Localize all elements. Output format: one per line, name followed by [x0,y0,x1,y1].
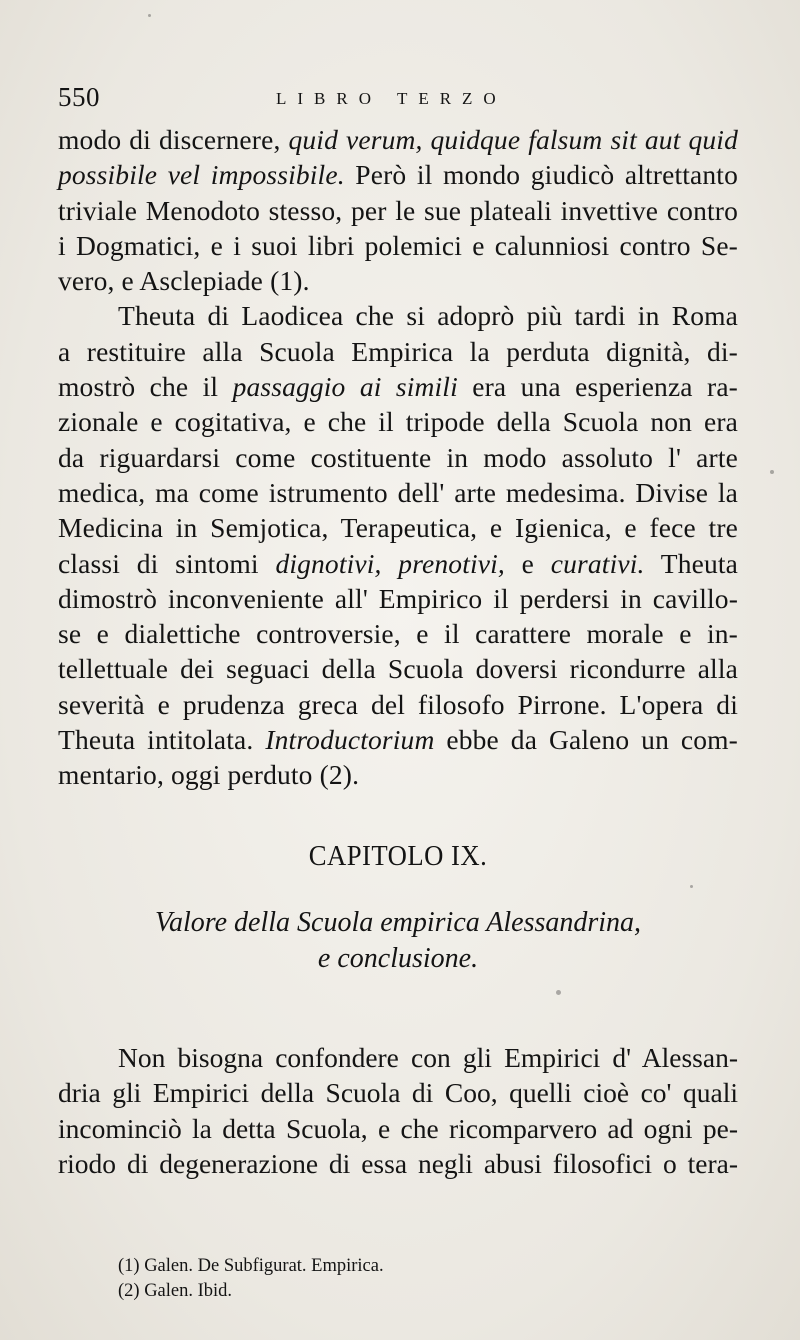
text-line: incominciò la detta Scuola, e che ricomparvero ad ogni pe- [58,1112,738,1144]
text-line: dria gli Empirici della Scuola di Coo, quelli cioè co' quali [58,1077,738,1109]
text-line: dimostrò inconveniente all' Empirico il perdersi in cavillo- [58,582,738,614]
text-line: se e dialettiche controversie, e il carattere morale e in- [58,618,738,650]
running-title: LIBRO TERZO [276,89,507,108]
text-line: triviale Menodoto stesso, per le sue plateali invettive contro [58,194,738,226]
text-line: medica, ma come istrumento dell' arte medesima. Divise la [58,476,738,508]
text-line: zionale e cogitativa, e che il tripode della Scuola non era [58,406,738,438]
text-line: da riguardarsi come costituente in modo assoluto l' arte [58,441,738,473]
text-line: vero, e Asclepiade (1). [58,265,310,297]
text-line: Medicina in Semjotica, Terapeutica, e Igienica, e fece tre [58,512,738,544]
page-header [58,82,738,122]
text-line: mostrò che il passaggio ai simili era una esperienza ra- [58,371,738,403]
text-line: riodo di degenerazione di essa negli abusi filosofici o tera- [58,1147,738,1179]
text-line: possibile vel impossibile. Però il mondo giudicò altrettanto [58,159,738,191]
chapter-heading: CAPITOLO IX. [308,840,488,872]
text-line: mentario, oggi perduto (2). [58,759,360,791]
text-line: Non bisogna confondere con gli Empirici d' Alessan- [118,1042,738,1073]
chapter-subtitle [58,905,738,977]
footnotes [118,1254,718,1304]
page-number: 550 [58,82,100,112]
paper-speck [690,885,693,888]
chapter-subtitle-line: Valore della Scuola empirica Alessandrina, [154,907,642,938]
text-line: tellettuale dei seguaci della Scuola doversi ricondurre alla [58,653,738,685]
footnote: (2) Galen. Ibid. [118,1281,233,1301]
text-line: severità e prudenza greca del filosofo Pirrone. L'opera di [58,688,738,720]
paper-speck [770,470,774,474]
paper-speck [556,990,561,995]
footnote: (1) Galen. De Subfigurat. Empirica. [118,1256,384,1276]
chapter-text [58,1040,738,1181]
text-line: Theuta di Laodicea che si adoprò più tardi in Roma [118,300,738,332]
text-line: a restituire alla Scuola Empirica la perduta dignità, di- [58,335,738,367]
main-text [58,122,738,793]
text-line: classi di sintomi dignotivi, prenotivi, e curativi. Theuta [58,547,739,579]
chapter-subtitle-line: e conclusione. [317,943,479,974]
text-line: Theuta intitolata. Introductorium ebbe da Galeno un com- [58,724,738,756]
text-line: i Dogmatici, e i suoi libri polemici e calunniosi contro Se- [58,229,738,261]
text-line: modo di discernere, quid verum, quidque falsum sit aut quid [58,124,738,155]
paper-speck [148,14,151,17]
